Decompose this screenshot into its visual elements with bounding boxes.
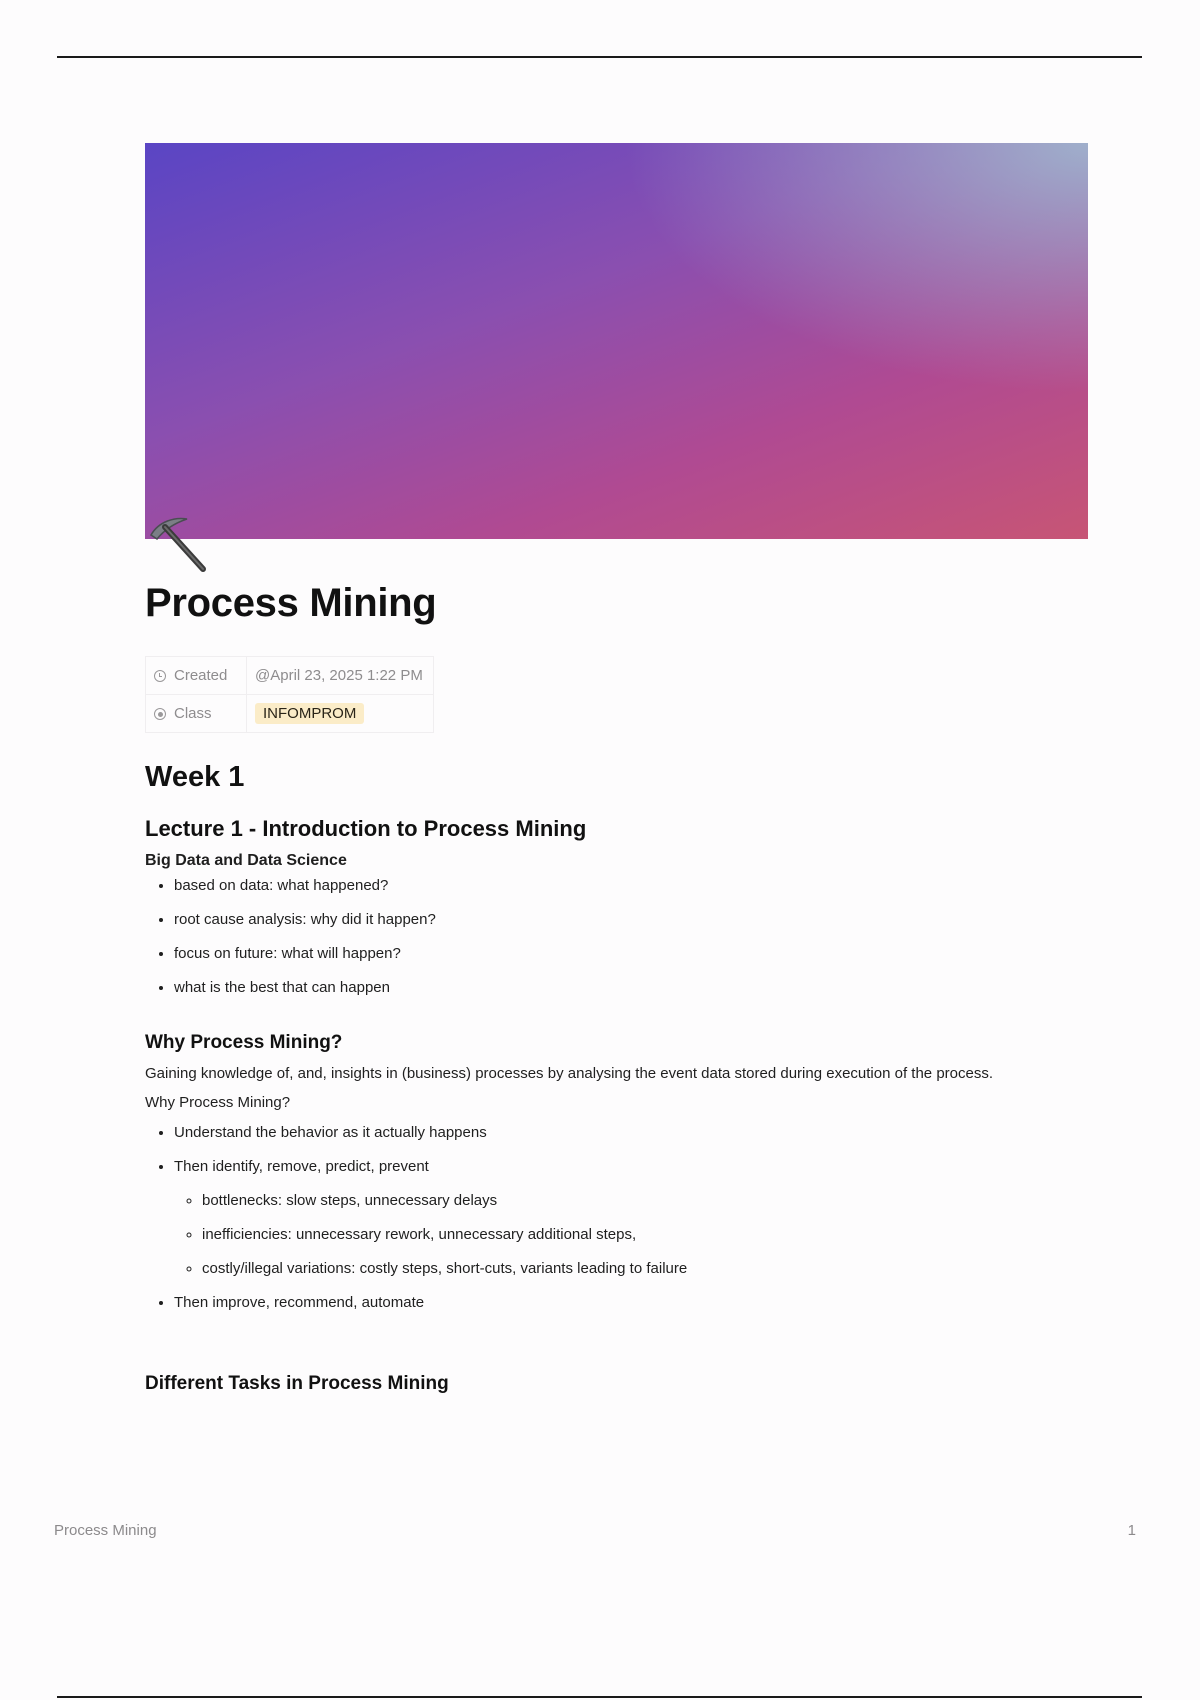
property-key: Class bbox=[174, 705, 212, 722]
sub-list-item: ◦ costly/illegal variations: costly steps, short-cuts, variants leading to failure bbox=[202, 1259, 1088, 1293]
class-tag[interactable]: INFOMPROM bbox=[255, 703, 364, 724]
footer-title: Process Mining bbox=[54, 1522, 157, 1539]
list-item: • Then improve, recommend, automate bbox=[174, 1293, 1088, 1327]
why-bullet-list bbox=[145, 1123, 1088, 1327]
sub-list-item: ◦ inefficiencies: unnecessary rework, unnecessary additional steps, bbox=[202, 1225, 1088, 1259]
list-item: • based on data: what happened? bbox=[174, 876, 1088, 910]
heading-different-tasks: Different Tasks in Process Mining bbox=[145, 1373, 449, 1394]
pick-icon bbox=[145, 513, 209, 577]
data-bullet-list bbox=[145, 876, 1088, 1012]
subheading-big-data: Big Data and Data Science bbox=[145, 852, 347, 869]
list-item: • Understand the behavior as it actually happens bbox=[174, 1123, 1088, 1157]
cover-image bbox=[145, 143, 1088, 539]
top-rule bbox=[57, 56, 1142, 58]
heading-lecture: Lecture 1 - Introduction to Process Mining bbox=[145, 816, 587, 841]
sub-list-item: ◦ bottlenecks: slow steps, unnecessary delays bbox=[202, 1191, 1088, 1225]
property-value[interactable]: @April 23, 2025 1:22 PM bbox=[247, 657, 434, 695]
properties-table bbox=[145, 656, 434, 733]
list-item bbox=[174, 1157, 1088, 1293]
sub-bullet-list bbox=[174, 1191, 1088, 1293]
list-item-text: Then identify, remove, predict, prevent bbox=[174, 1158, 429, 1175]
list-item: • what is the best that can happen bbox=[174, 978, 1088, 1012]
why-paragraph: Gaining knowledge of, and, insights in (business) processes by analysing the event data stored during execution of the process. bbox=[145, 1065, 994, 1082]
property-key: Created bbox=[174, 667, 228, 684]
target-icon bbox=[154, 708, 166, 720]
bottom-rule bbox=[57, 1696, 1142, 1698]
list-item: • root cause analysis: why did it happen? bbox=[174, 910, 1088, 944]
page-number: 1 bbox=[1127, 1522, 1136, 1539]
page-content bbox=[145, 143, 1088, 1403]
heading-why-process-mining: Why Process Mining? bbox=[145, 1032, 343, 1053]
clock-icon bbox=[154, 670, 166, 682]
list-item: • focus on future: what will happen? bbox=[174, 944, 1088, 978]
page-title: Process Mining bbox=[145, 581, 437, 625]
property-class[interactable] bbox=[146, 695, 434, 733]
heading-week: Week 1 bbox=[145, 761, 245, 793]
property-created[interactable] bbox=[146, 657, 434, 695]
why-label: Why Process Mining? bbox=[145, 1094, 291, 1111]
